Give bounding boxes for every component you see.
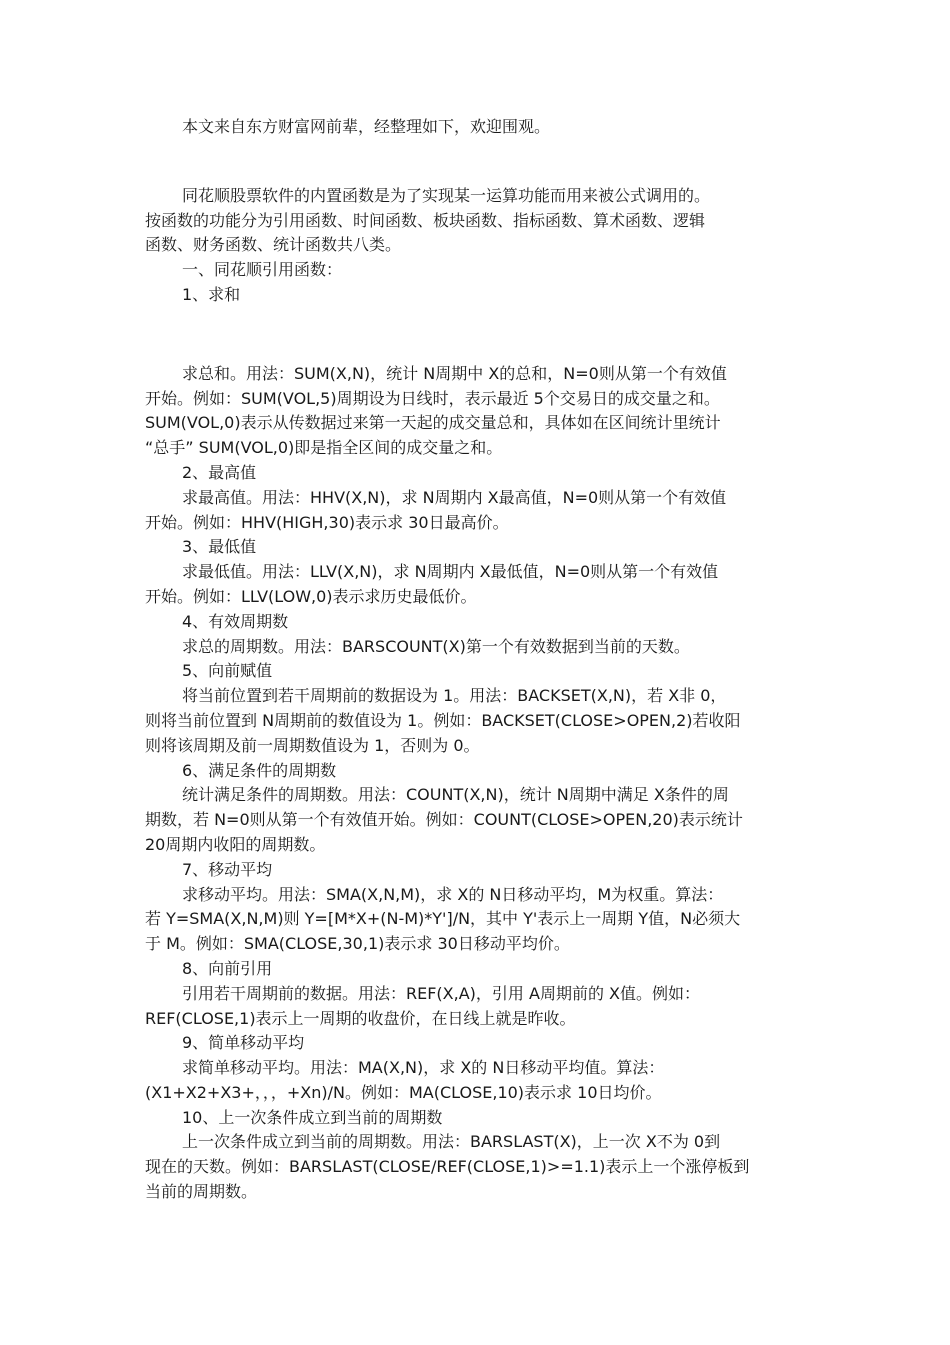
item-line: 若 Y=SMA(X,N,M)则 Y=[M*X+(N-M)*Y']/N，其中 Y'表示上一周期 Y值，N必须大 (145, 909, 741, 929)
item-line: 上一次条件成立到当前的周期数。用法：BARSLAST(X)，上一次 X不为 0到 (182, 1132, 721, 1152)
spacer (145, 308, 810, 362)
item-line: 期数，若 N=0则从第一个有效值开始。例如：COUNT(CLOSE>OPEN,20)表示统计 (145, 810, 743, 830)
item-line: 20周期内收阳的周期数。 (145, 834, 326, 854)
spacer (145, 140, 810, 184)
item-heading: 8、向前引用 (182, 958, 273, 978)
document-body (145, 115, 810, 1205)
item-line: 现在的天数。例如：BARSLAST(CLOSE/REF(CLOSE,1)>=1.1)表示上一个涨停板到 (145, 1157, 750, 1177)
item-line: 统计满足条件的周期数。用法：COUNT(X,N)，统计 N周期中满足 X条件的周 (182, 785, 729, 805)
overview-line: 同花顺股票软件的内置函数是为了实现某一运算功能而用来被公式调用的。 (182, 185, 711, 205)
intro-line: 本文来自东方财富网前辈，经整理如下，欢迎围观。 (182, 117, 551, 136)
item-line: 则将该周期及前一周期数值设为 1，否则为 0。 (145, 735, 480, 755)
item-line: 将当前位置到若干周期前的数据设为 1。用法：BACKSET(X,N)，若 X非 0， (182, 686, 727, 706)
item-line: SUM(VOL,0)表示从传数据过来第一天起的成交量总和，具体如在区间统计里统计 (145, 413, 721, 433)
item-line: 求总和。用法：SUM(X,N)，统计 N周期中 X的总和，N=0则从第一个有效值 (182, 363, 727, 383)
item-line: 求总的周期数。用法：BARSCOUNT(X)第一个有效数据到当前的天数。 (182, 636, 690, 656)
item-line: “总手” SUM(VOL,0)即是指全区间的成交量之和。 (145, 438, 503, 458)
item-line: 开始。例如：LLV(LOW,0)表示求历史最低价。 (145, 586, 477, 606)
item-line: 求最低值。用法：LLV(X,N)，求 N周期内 X最低值，N=0则从第一个有效值 (182, 562, 719, 582)
item-heading: 9、简单移动平均 (182, 1033, 305, 1053)
item-heading: 7、移动平均 (182, 859, 273, 879)
item-heading: 4、有效周期数 (182, 611, 289, 631)
item-heading: 10、上一次条件成立到当前的周期数 (182, 1107, 443, 1127)
item-line: 求移动平均。用法：SMA(X,N,M)，求 X的 N日移动平均，M为权重。算法： (182, 884, 724, 904)
item-line: 当前的周期数。 (145, 1182, 258, 1202)
section-title: 一、同花顺引用函数： (182, 260, 343, 280)
item-heading: 1、求和 (182, 284, 241, 304)
overview-line: 函数、财务函数、统计函数共八类。 (145, 235, 402, 255)
item-line: (X1+X2+X3+，，，+Xn)/N。例如：MA(CLOSE,10)表示求 10日均价。 (145, 1082, 662, 1102)
item-line: 求简单移动平均。用法：MA(X,N)，求 X的 N日移动平均值。算法： (182, 1058, 665, 1078)
item-line: 于 M。例如：SMA(CLOSE,30,1)表示求 30日移动平均价。 (145, 934, 570, 954)
item-heading: 6、满足条件的周期数 (182, 760, 337, 780)
item-line: 开始。例如：SUM(VOL,5)周期设为日线时，表示最近 5个交易日的成交量之和。 (145, 388, 720, 408)
item-heading: 5、向前赋值 (182, 661, 273, 681)
item-line: REF(CLOSE,1)表示上一周期的收盘价，在日线上就是昨收。 (145, 1008, 576, 1028)
overview-line: 按函数的功能分为引用函数、时间函数、板块函数、指标函数、算术函数、逻辑 (145, 210, 706, 230)
item-heading: 3、最低值 (182, 537, 257, 557)
item-heading: 2、最高值 (182, 462, 257, 482)
item-line: 则将当前位置到 N周期前的数值设为 1。例如：BACKSET(CLOSE>OPEN,2)若收阳 (145, 710, 741, 730)
item-line: 开始。例如：HHV(HIGH,30)表示求 30日最高价。 (145, 512, 509, 532)
item-line: 求最高值。用法：HHV(X,N)，求 N周期内 X最高值，N=0则从第一个有效值 (182, 487, 727, 507)
item-line: 引用若干周期前的数据。用法：REF(X,A)，引用 A周期前的 X值。例如： (182, 983, 700, 1003)
